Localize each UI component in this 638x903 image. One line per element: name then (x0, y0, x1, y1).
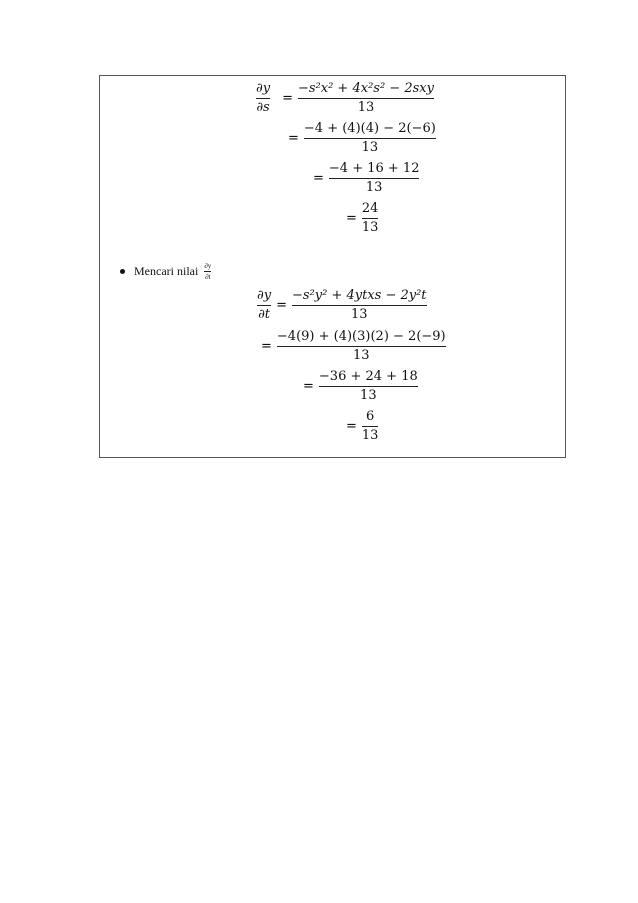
ds-equation-line-4 (341, 201, 378, 236)
equals-sign: = (313, 171, 324, 186)
bullet-item (120, 262, 211, 281)
ds-result-fraction (362, 201, 379, 236)
dt-step-3-denominator: 13 (360, 388, 377, 403)
fraction-bar (277, 346, 446, 347)
fraction-bar (257, 305, 271, 306)
fraction-bar (304, 138, 436, 139)
equals-sign: = (282, 91, 293, 106)
ds-step-3-denominator: 13 (365, 180, 383, 195)
dt-equation-line-4 (341, 409, 378, 444)
ds-lhs-fraction (256, 81, 270, 116)
dt-step-1-fraction (292, 288, 427, 323)
fraction-bar (292, 305, 427, 306)
dt-step-2-fraction (277, 329, 446, 364)
ds-step-1-numerator: −s²x² + 4x²s² − 2sxy (297, 81, 434, 96)
equals-sign: = (346, 211, 357, 226)
dt-equation-line-2 (256, 329, 446, 364)
dt-step-1-denominator: 13 (350, 307, 368, 322)
fraction-bar (298, 98, 434, 99)
ds-step-2-numerator: −4 + (4)(4) − 2(−6) (303, 121, 436, 136)
ds-step-1-fraction (298, 81, 434, 116)
ds-equation-line-3 (308, 161, 419, 196)
dt-lhs-numerator: ∂y (257, 288, 272, 303)
fraction-bar (362, 426, 379, 427)
ds-step-2-fraction (304, 121, 436, 156)
dt-step-3-numerator: −36 + 24 + 18 (318, 369, 418, 384)
equals-sign: = (288, 131, 299, 146)
ds-step-1-denominator: 13 (357, 100, 375, 115)
ds-lhs-denominator: ∂s (256, 100, 270, 115)
dt-step-3-fraction (319, 369, 418, 404)
dt-result-fraction (362, 409, 379, 444)
ds-result-numerator: 24 (361, 201, 379, 216)
dt-result-denominator: 13 (361, 428, 379, 443)
ds-equation-line-1 (256, 81, 434, 116)
fraction-bar (329, 178, 420, 179)
dt-result-numerator: 6 (366, 409, 375, 424)
bullet-label: Mencari nilai (134, 264, 199, 278)
dt-step-2-denominator: 13 (352, 348, 370, 363)
equals-sign: = (276, 298, 287, 313)
ds-step-3-numerator: −4 + 16 + 12 (328, 161, 420, 176)
fraction-bar (256, 98, 270, 99)
bullet-fraction-numerator: ∂y (204, 262, 212, 270)
fraction-bar (319, 386, 418, 387)
bullet-icon (120, 269, 125, 274)
dt-step-1-numerator: −s²y² + 4ytxs − 2y²t (291, 288, 427, 303)
fraction-bar (204, 271, 211, 272)
ds-lhs-numerator: ∂y (256, 81, 271, 96)
ds-step-2-denominator: 13 (361, 140, 379, 155)
equals-sign: = (261, 339, 272, 354)
dt-step-2-numerator: −4(9) + (4)(3)(2) − 2(−9) (276, 329, 446, 344)
dt-lhs-fraction (257, 288, 271, 323)
fraction-bar (362, 218, 379, 219)
bullet-fraction-denominator: ∂t (205, 273, 211, 281)
equals-sign: = (346, 419, 357, 434)
dt-equation-line-1 (257, 288, 427, 323)
bullet-fraction (204, 262, 211, 281)
dt-lhs-denominator: ∂t (258, 307, 271, 322)
equals-sign: = (303, 379, 314, 394)
dt-equation-line-3 (298, 369, 418, 404)
ds-step-3-fraction (329, 161, 420, 196)
ds-equation-line-2 (283, 121, 436, 156)
ds-result-denominator: 13 (361, 220, 379, 235)
